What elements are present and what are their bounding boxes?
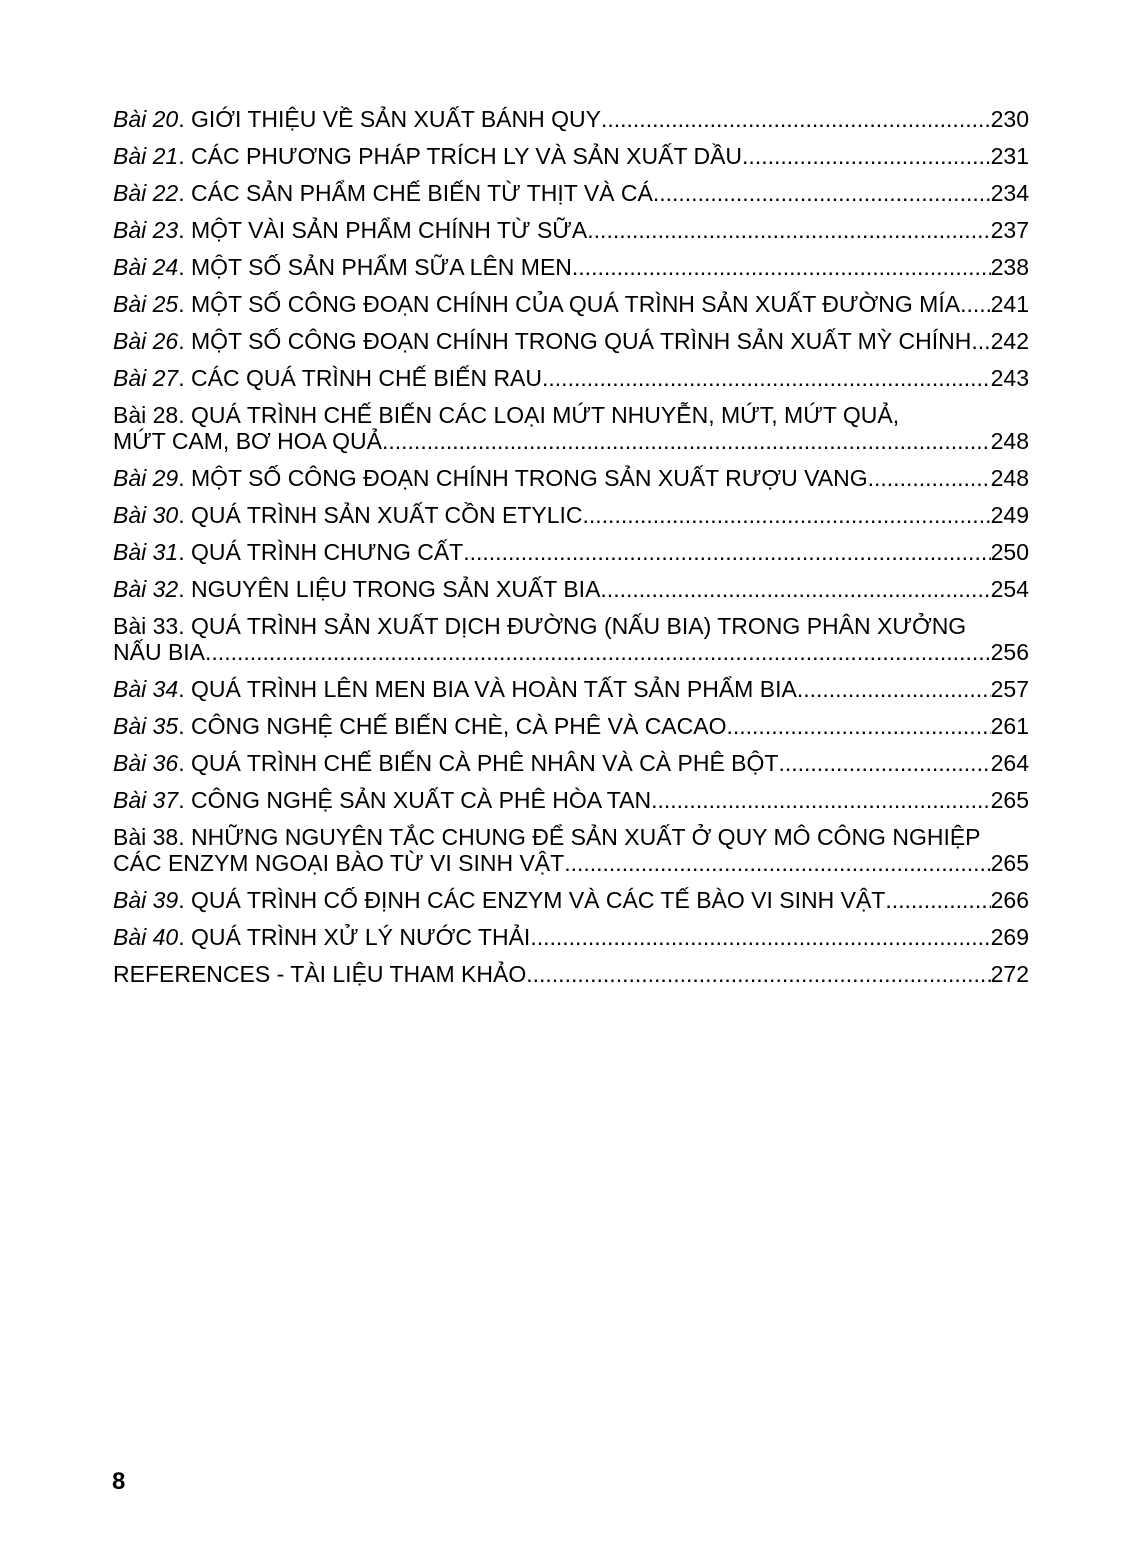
toc-entry[interactable]: Bài 26. MỘT SỐ CÔNG ĐOẠN CHÍNH TRONG QUÁ TRÌNH SẢN XUẤT MỲ CHÍNH ..... 242	[113, 328, 1029, 354]
lesson-number: Bài 28	[113, 402, 179, 428]
lesson-number: Bài 39	[113, 887, 179, 913]
page-number: 249	[990, 502, 1029, 528]
dot-leader	[583, 502, 991, 528]
lesson-title: QUÁ TRÌNH CỐ ĐỊNH CÁC ENZYM VÀ CÁC TẾ BÀO VI SINH VẬT	[191, 887, 886, 913]
toc-entry[interactable]: Bài 21. CÁC PHƯƠNG PHÁP TRÍCH LY VÀ SẢN XUẤT DẦU ..... 231	[113, 143, 1029, 169]
dot-leader	[653, 180, 991, 206]
page-number: 265	[990, 850, 1029, 876]
lesson-title: CÔNG NGHỆ SẢN XUẤT CÀ PHÊ HÒA TAN	[191, 787, 652, 813]
toc-entry[interactable]: Bài 23. MỘT VÀI SẢN PHẨM CHÍNH TỪ SỮA ..... 237	[113, 217, 1029, 243]
lesson-number: Bài 25	[113, 291, 179, 317]
toc-entry[interactable]: Bài 20. GIỚI THIỆU VỀ SẢN XUẤT BÁNH QUY ..... 230	[113, 106, 1029, 132]
page-number: 266	[990, 887, 1029, 913]
dot-leader	[530, 924, 990, 950]
lesson-title: QUÁ TRÌNH LÊN MEN BIA VÀ HOÀN TẤT SẢN PHẨM BIA	[191, 676, 797, 702]
toc-entry[interactable]: Bài 24. MỘT SỐ SẢN PHẨM SỮA LÊN MEN ..... 238	[113, 254, 1029, 280]
dot-leader	[651, 787, 991, 813]
lesson-title: CÁC PHƯƠNG PHÁP TRÍCH LY VÀ SẢN XUẤT DẦU	[191, 143, 743, 169]
page-number: 237	[990, 217, 1029, 243]
page-number: 265	[990, 787, 1029, 813]
dot-leader	[205, 639, 991, 665]
lesson-number: Bài 27	[113, 365, 179, 391]
lesson-title: MỘT SỐ SẢN PHẨM SỮA LÊN MEN	[191, 254, 572, 280]
lesson-title: MỘT SỐ CÔNG ĐOẠN CHÍNH TRONG SẢN XUẤT RƯỢU VANG	[191, 465, 868, 491]
lesson-number: Bài 29	[113, 465, 179, 491]
toc-entry[interactable]: Bài 37. CÔNG NGHỆ SẢN XUẤT CÀ PHÊ HÒA TAN ..... 265	[113, 787, 1029, 813]
page-number: 230	[990, 106, 1029, 132]
lesson-title: CÁC QUÁ TRÌNH CHẾ BIẾN RAU	[191, 365, 543, 391]
page-number: 242	[990, 328, 1029, 354]
lesson-title: NGUYÊN LIỆU TRONG SẢN XUẤT BIA	[191, 576, 601, 602]
page-number: 248	[990, 428, 1029, 454]
page-number: 234	[990, 180, 1029, 206]
dot-leader	[572, 254, 991, 280]
lesson-title-continued: NẤU BIA	[113, 639, 206, 665]
lesson-title: MỘT SỐ CÔNG ĐOẠN CHÍNH CỦA QUÁ TRÌNH SẢN XUẤT ĐƯỜNG MÍA	[191, 291, 961, 317]
lesson-title: GIỚI THIỆU VỀ SẢN XUẤT BÁNH QUY	[191, 106, 601, 132]
dot-leader	[742, 143, 991, 169]
page-number: 256	[990, 639, 1029, 665]
page-number: 248	[990, 465, 1029, 491]
toc-entry[interactable]: Bài 28. QUÁ TRÌNH CHẾ BIẾN CÁC LOẠI MỨT NHUYỄN, MỨT, MỨT QUẢ, MỨT CAM, BƠ HOA QUẢ ..... 248	[113, 402, 1029, 454]
page-number: 231	[990, 143, 1029, 169]
page-folio: 8	[112, 1468, 126, 1495]
dot-leader	[526, 961, 990, 987]
lesson-title-continued: MỨT CAM, BƠ HOA QUẢ	[113, 428, 382, 454]
toc-entry[interactable]: Bài 32. NGUYÊN LIỆU TRONG SẢN XUẤT BIA ..... 254	[113, 576, 1029, 602]
lesson-title: QUÁ TRÌNH CHẾ BIẾN CÁC LOẠI MỨT NHUYỄN, MỨT, MỨT QUẢ,	[191, 402, 900, 428]
toc-entry[interactable]: Bài 25. MỘT SỐ CÔNG ĐOẠN CHÍNH CỦA QUÁ TRÌNH SẢN XUẤT ĐƯỜNG MÍA ..... 241	[113, 291, 1029, 317]
lesson-title: MỘT VÀI SẢN PHẨM CHÍNH TỪ SỮA	[191, 217, 588, 243]
dot-leader	[885, 887, 990, 913]
lesson-title: QUÁ TRÌNH SẢN XUẤT DỊCH ĐƯỜNG (NẤU BIA) TRONG PHÂN XƯỞNG	[191, 613, 967, 639]
lesson-number: Bài 35	[113, 713, 179, 739]
lesson-title-continued: CÁC ENZYM NGOẠI BÀO TỪ VI SINH VẬT	[113, 850, 565, 876]
lesson-number: Bài 26	[113, 328, 179, 354]
toc-entry[interactable]: Bài 22. CÁC SẢN PHẨM CHẾ BIẾN TỪ THỊT VÀ CÁ ..... 234	[113, 180, 1029, 206]
dot-leader	[600, 576, 990, 602]
lesson-number: Bài 36	[113, 750, 179, 776]
lesson-number: Bài 38	[113, 824, 179, 850]
toc-entry[interactable]: Bài 35. CÔNG NGHỆ CHẾ BIẾN CHÈ, CÀ PHÊ VÀ CACAO ..... 261	[113, 713, 1029, 739]
dot-leader	[564, 850, 990, 876]
dot-leader	[726, 713, 990, 739]
dot-leader	[542, 365, 991, 391]
lesson-number: Bài 40	[113, 924, 179, 950]
lesson-number: Bài 24	[113, 254, 179, 280]
toc-entry[interactable]: Bài 33. QUÁ TRÌNH SẢN XUẤT DỊCH ĐƯỜNG (NẤU BIA) TRONG PHÂN XƯỞNG NẤU BIA ..... 256	[113, 613, 1029, 665]
dot-leader	[868, 465, 991, 491]
toc-entry[interactable]	[113, 961, 1029, 987]
dot-leader	[463, 539, 990, 565]
lesson-title: QUÁ TRÌNH XỬ LÝ NƯỚC THẢI	[191, 924, 531, 950]
lesson-title: CÔNG NGHỆ CHẾ BIẾN CHÈ, CÀ PHÊ VÀ CACAO	[191, 713, 727, 739]
page-number: 261	[990, 713, 1029, 739]
lesson-title: QUÁ TRÌNH SẢN XUẤT CỒN ETYLIC	[191, 502, 583, 528]
lesson-number: Bài 33	[113, 613, 179, 639]
lesson-title: QUÁ TRÌNH CHẾ BIẾN CÀ PHÊ NHÂN VÀ CÀ PHÊ BỘT	[191, 750, 779, 776]
page-number: 264	[990, 750, 1029, 776]
toc-entry[interactable]: Bài 34. QUÁ TRÌNH LÊN MEN BIA VÀ HOÀN TẤT SẢN PHẨM BIA ..... 257	[113, 676, 1029, 702]
lesson-number: Bài 37	[113, 787, 179, 813]
page-number: 257	[990, 676, 1029, 702]
toc-entry[interactable]: Bài 30. QUÁ TRÌNH SẢN XUẤT CỒN ETYLIC ..... 249	[113, 502, 1029, 528]
page-number: 250	[990, 539, 1029, 565]
lesson-number: Bài 22	[113, 180, 179, 206]
lesson-number: Bài 20	[113, 106, 179, 132]
toc-entry[interactable]: Bài 27. CÁC QUÁ TRÌNH CHẾ BIẾN RAU ..... 243	[113, 365, 1029, 391]
lesson-number: Bài 32	[113, 576, 179, 602]
toc-entry[interactable]: Bài 40. QUÁ TRÌNH XỬ LÝ NƯỚC THẢI ..... 269	[113, 924, 1029, 950]
dot-leader	[382, 428, 991, 454]
page-number: 254	[990, 576, 1029, 602]
page-number: 269	[990, 924, 1029, 950]
lesson-title: MỘT SỐ CÔNG ĐOẠN CHÍNH TRONG QUÁ TRÌNH SẢN XUẤT MỲ CHÍNH	[191, 328, 972, 354]
dot-leader	[960, 291, 991, 317]
lesson-number: Bài 30	[113, 502, 179, 528]
dot-leader	[778, 750, 990, 776]
table-of-contents	[113, 106, 1029, 998]
page-number: 243	[990, 365, 1029, 391]
toc-entry[interactable]: Bài 38. NHỮNG NGUYÊN TẮC CHUNG ĐỂ SẢN XUẤT Ở QUY MÔ CÔNG NGHIỆP CÁC ENZYM NGOẠI BÀO TỪ VI SINH VẬT ..... 265	[113, 824, 1029, 876]
references-title: REFERENCES - TÀI LIỆU THAM KHẢO	[113, 961, 527, 987]
toc-entry[interactable]: Bài 29. MỘT SỐ CÔNG ĐOẠN CHÍNH TRONG SẢN XUẤT RƯỢU VANG ..... 248	[113, 465, 1029, 491]
toc-entry[interactable]: Bài 39. QUÁ TRÌNH CỐ ĐỊNH CÁC ENZYM VÀ CÁC TẾ BÀO VI SINH VẬT ..... 266	[113, 887, 1029, 913]
lesson-number: Bài 31	[113, 539, 179, 565]
lesson-number: Bài 21	[113, 143, 179, 169]
toc-entry[interactable]: Bài 36. QUÁ TRÌNH CHẾ BIẾN CÀ PHÊ NHÂN VÀ CÀ PHÊ BỘT ..... 264	[113, 750, 1029, 776]
page-number: 272	[990, 961, 1029, 987]
dot-leader	[587, 217, 990, 243]
dot-leader	[971, 328, 990, 354]
dot-leader	[797, 676, 991, 702]
dot-leader	[601, 106, 991, 132]
page-number: 238	[990, 254, 1029, 280]
lesson-number: Bài 34	[113, 676, 179, 702]
lesson-title: NHỮNG NGUYÊN TẮC CHUNG ĐỂ SẢN XUẤT Ở QUY MÔ CÔNG NGHIỆP	[191, 824, 981, 850]
page-number: 241	[990, 291, 1029, 317]
lesson-number: Bài 23	[113, 217, 179, 243]
toc-entry[interactable]: Bài 31. QUÁ TRÌNH CHƯNG CẤT ..... 250	[113, 539, 1029, 565]
lesson-title: QUÁ TRÌNH CHƯNG CẤT	[191, 539, 464, 565]
lesson-title: CÁC SẢN PHẨM CHẾ BIẾN TỪ THỊT VÀ CÁ	[191, 180, 653, 206]
